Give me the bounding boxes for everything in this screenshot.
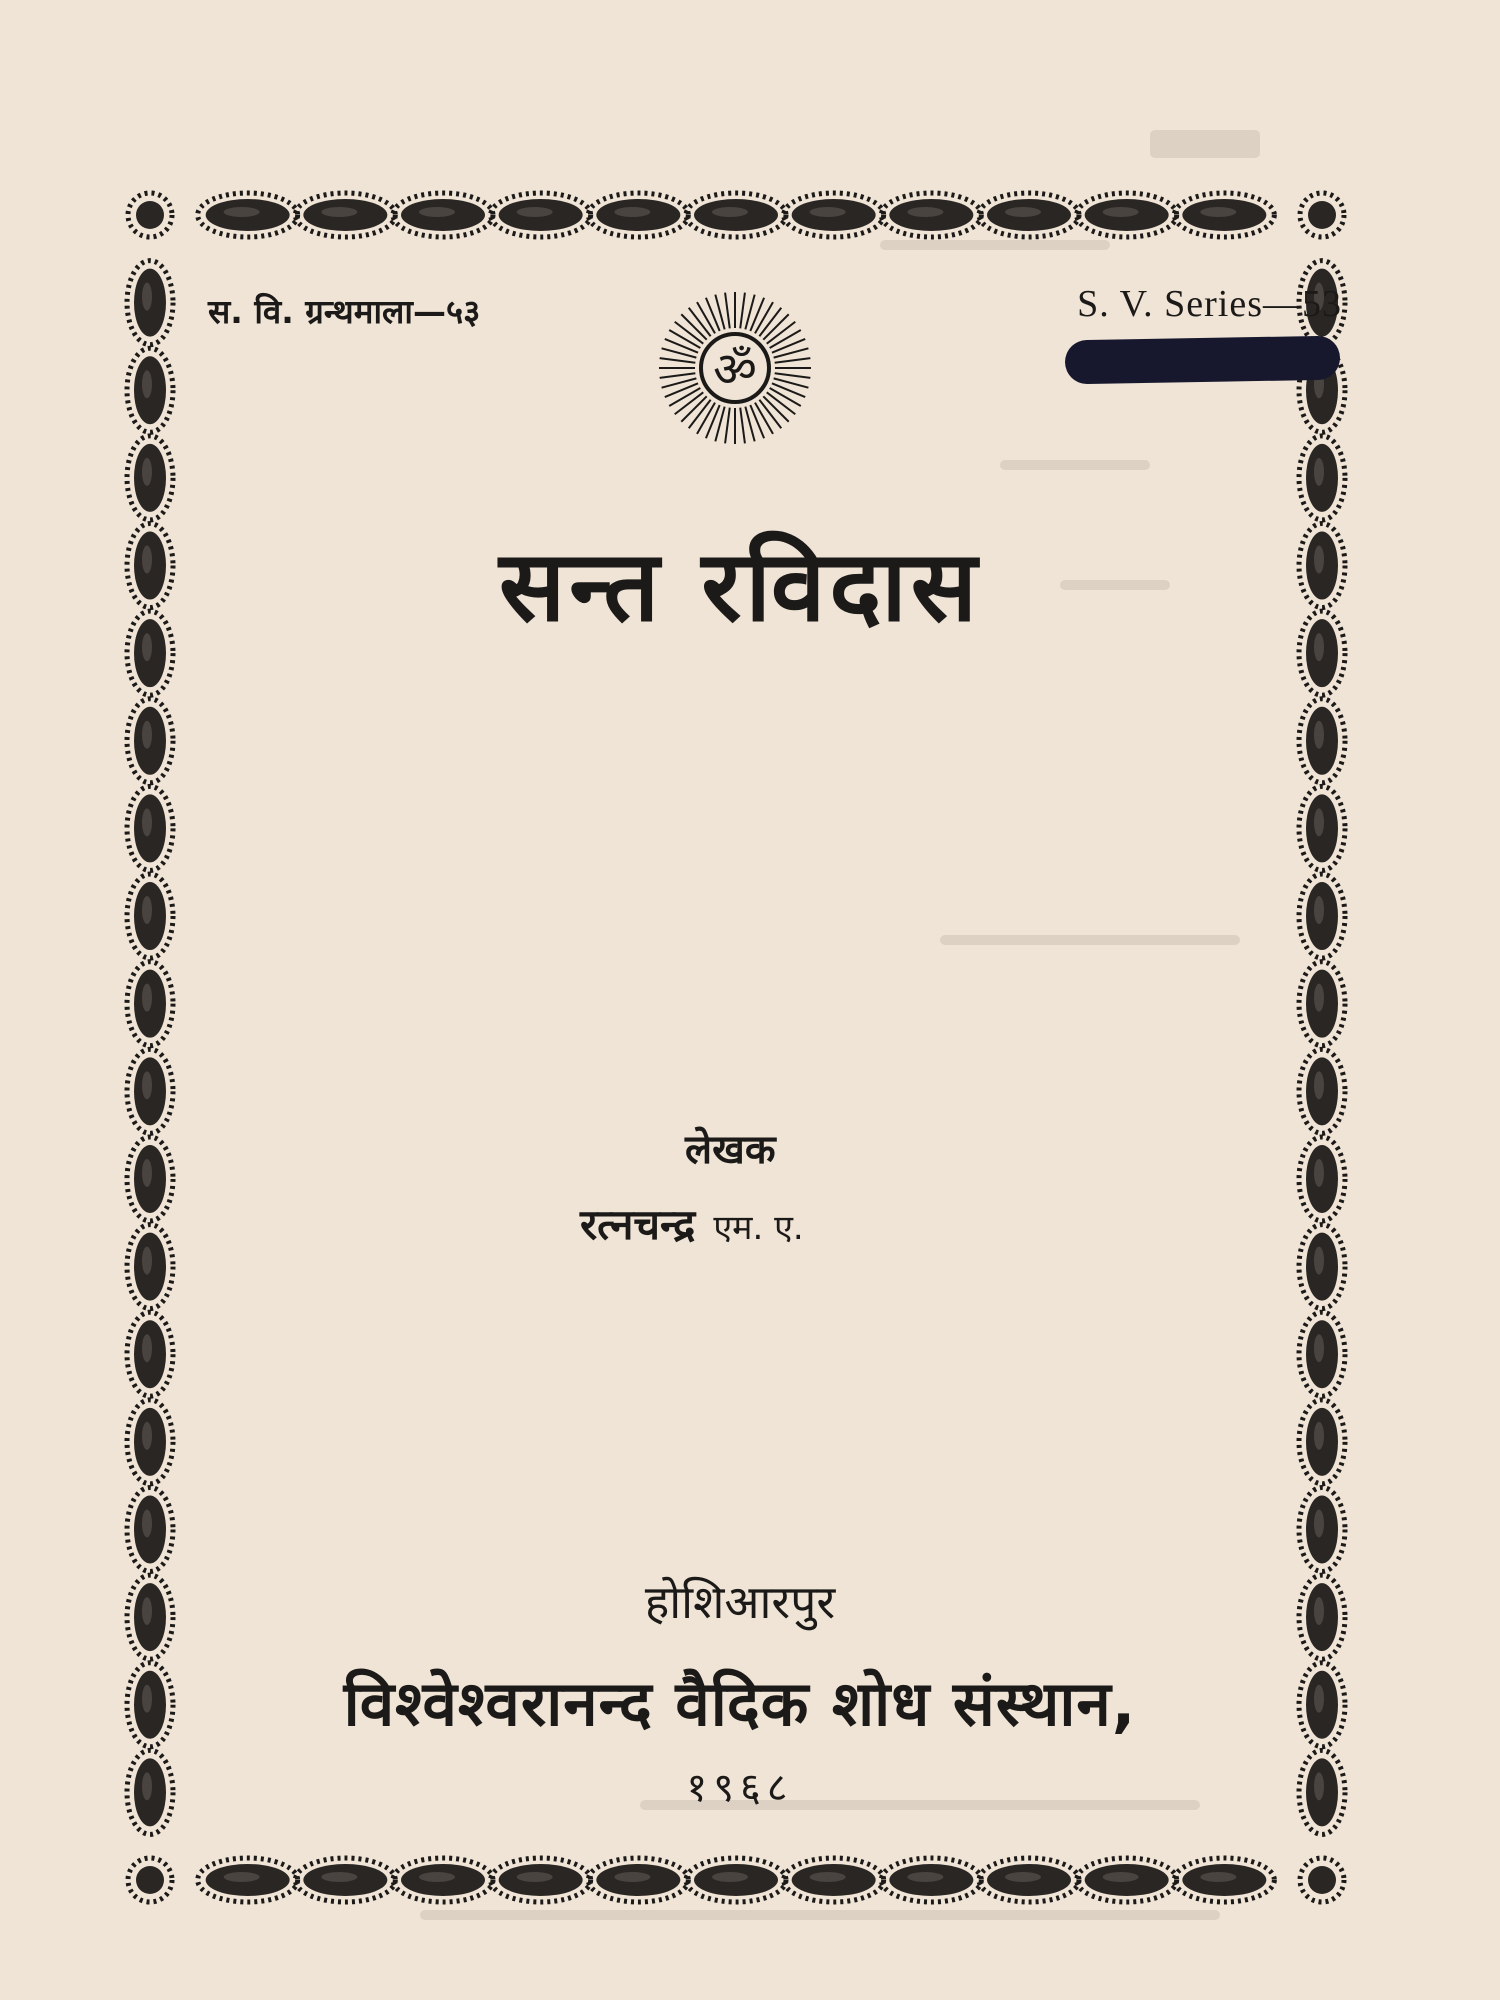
- border-oval-left: [127, 1750, 173, 1834]
- border-oval-left: [127, 348, 173, 432]
- publication-year: १९६८: [686, 1765, 794, 1811]
- book-title: सन्त रविदास: [498, 530, 982, 644]
- border-oval-top: [784, 193, 884, 237]
- border-oval-left: [127, 524, 173, 608]
- border-oval-left: [127, 611, 173, 695]
- border-oval-left: [127, 1487, 173, 1571]
- border-oval-top: [491, 193, 591, 237]
- om-sun-emblem: [655, 288, 815, 448]
- border-oval-right: [1299, 962, 1345, 1046]
- border-oval-top: [686, 193, 786, 237]
- publication-place: होशिआरपुर: [644, 1575, 836, 1629]
- sun-ray: [660, 358, 696, 363]
- border-corner: [128, 193, 172, 237]
- publisher-name: विश्वेश्वरानन्द वैदिक शोध संस्थान,: [343, 1667, 1137, 1740]
- border-oval-left: [127, 1137, 173, 1221]
- border-oval-right: [1299, 611, 1345, 695]
- border-oval-right: [1299, 524, 1345, 608]
- border-oval-right: [1299, 874, 1345, 958]
- border-oval-left: [127, 1663, 173, 1747]
- border-oval-right: [1299, 1750, 1345, 1834]
- border-oval-left: [127, 874, 173, 958]
- title-page: [190, 270, 1342, 1870]
- redaction-mark: [1065, 336, 1341, 385]
- border-oval-right: [1299, 1663, 1345, 1747]
- border-oval-left: [127, 699, 173, 783]
- sun-ray: [775, 373, 811, 378]
- border-oval-left: [127, 261, 173, 345]
- border-oval-left: [127, 436, 173, 520]
- border-oval-right: [1299, 1575, 1345, 1659]
- border-oval-top: [295, 193, 395, 237]
- border-corner: [128, 1858, 172, 1902]
- border-oval-top: [393, 193, 493, 237]
- sun-ray: [740, 408, 745, 444]
- border-corner: [1300, 1858, 1344, 1902]
- border-corner: [1300, 193, 1344, 237]
- border-oval-top: [1077, 193, 1177, 237]
- border-oval-right: [1299, 786, 1345, 870]
- border-oval-left: [127, 1225, 173, 1309]
- sun-ray: [725, 293, 730, 329]
- series-number-english: S. V. Series—53: [1077, 283, 1342, 325]
- sun-ray: [660, 373, 696, 378]
- author-name: रत्नचन्द्र: [580, 1200, 696, 1249]
- border-oval-top: [588, 193, 688, 237]
- border-oval-left: [127, 1400, 173, 1484]
- border-oval-left: [127, 962, 173, 1046]
- border-oval-top: [979, 193, 1079, 237]
- border-oval-top: [1174, 193, 1274, 237]
- border-oval-top: [198, 193, 298, 237]
- border-oval-right: [1299, 1312, 1345, 1396]
- sun-ray: [725, 408, 730, 444]
- author-degree: एम. ए.: [713, 1208, 804, 1248]
- border-oval-left: [127, 1312, 173, 1396]
- border-oval-right: [1299, 699, 1345, 783]
- border-oval-right: [1299, 1487, 1345, 1571]
- sun-ray: [775, 358, 811, 363]
- sun-ray: [740, 293, 745, 329]
- border-oval-right: [1299, 436, 1345, 520]
- border-oval-left: [127, 1049, 173, 1133]
- border-oval-right: [1299, 1400, 1345, 1484]
- border-oval-right: [1299, 1225, 1345, 1309]
- om-symbol: ॐ: [713, 342, 757, 398]
- border-oval-right: [1299, 1137, 1345, 1221]
- border-oval-top: [881, 193, 981, 237]
- border-oval-left: [127, 1575, 173, 1659]
- border-oval-right: [1299, 1049, 1345, 1133]
- border-oval-left: [127, 786, 173, 870]
- author-line: [580, 1195, 804, 1252]
- author-label: लेखक: [685, 1127, 776, 1173]
- series-number-hindi: स. वि. ग्रन्थमाला—५३: [208, 292, 481, 331]
